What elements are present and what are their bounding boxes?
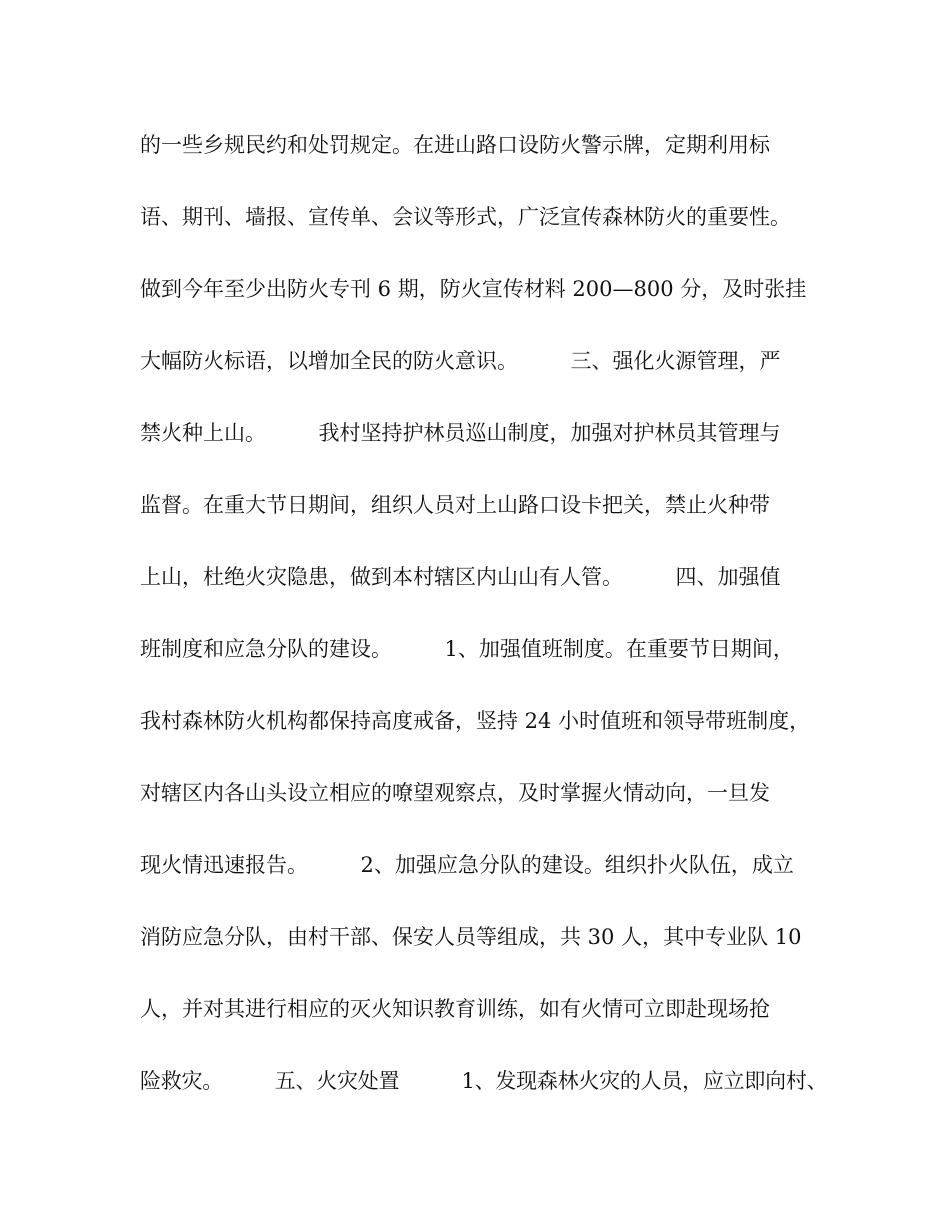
text-line: 监督。在重大节日期间，组织人员对上山路口设卡把关，禁止火种带 (140, 493, 770, 517)
text-line: 大幅防火标语，以增加全民的防火意识。 三、强化火源管理，严 (140, 349, 781, 373)
text-line: 现火情迅速报告。 2、加强应急分队的建设。组织扑火队伍，成立 (140, 853, 794, 877)
text-line: 的一些乡规民约和处罚规定。在进山路口设防火警示牌，定期利用标 (140, 133, 770, 157)
text-line: 语、期刊、墙报、宣传单、会议等形式，广泛宣传森林防火的重要性。 (140, 205, 791, 229)
text-line: 险救灾。 五、火灾处置 1、发现森林火灾的人员，应立即向村、 (140, 1069, 828, 1093)
text-line: 做到今年至少出防火专刊 6 期，防火宣传材料 200—800 分，及时张挂 (140, 277, 807, 301)
text-line: 上山，杜绝火灾隐患，做到本村辖区内山山有人管。 四、加强值 (140, 565, 781, 589)
text-line: 消防应急分队，由村干部、保安人员等组成，共 30 人，其中专业队 10 (140, 925, 802, 949)
text-line: 禁火种上山。 我村坚持护林员巡山制度，加强对护林员其管理与 (140, 421, 781, 445)
text-line: 我村森林防火机构都保持高度戒备，竖持 24 小时值班和领导带班制度， (140, 709, 811, 733)
text-line: 对辖区内各山头设立相应的嘹望观察点，及时掌握火情动向，一旦发 (140, 781, 770, 805)
text-line: 人，并对其进行相应的灭火知识教育训练，如有火情可立即赴现场抢 (140, 997, 770, 1021)
text-line: 班制度和应急分队的建设。 1、加强值班制度。在重要节日期间， (140, 637, 794, 661)
